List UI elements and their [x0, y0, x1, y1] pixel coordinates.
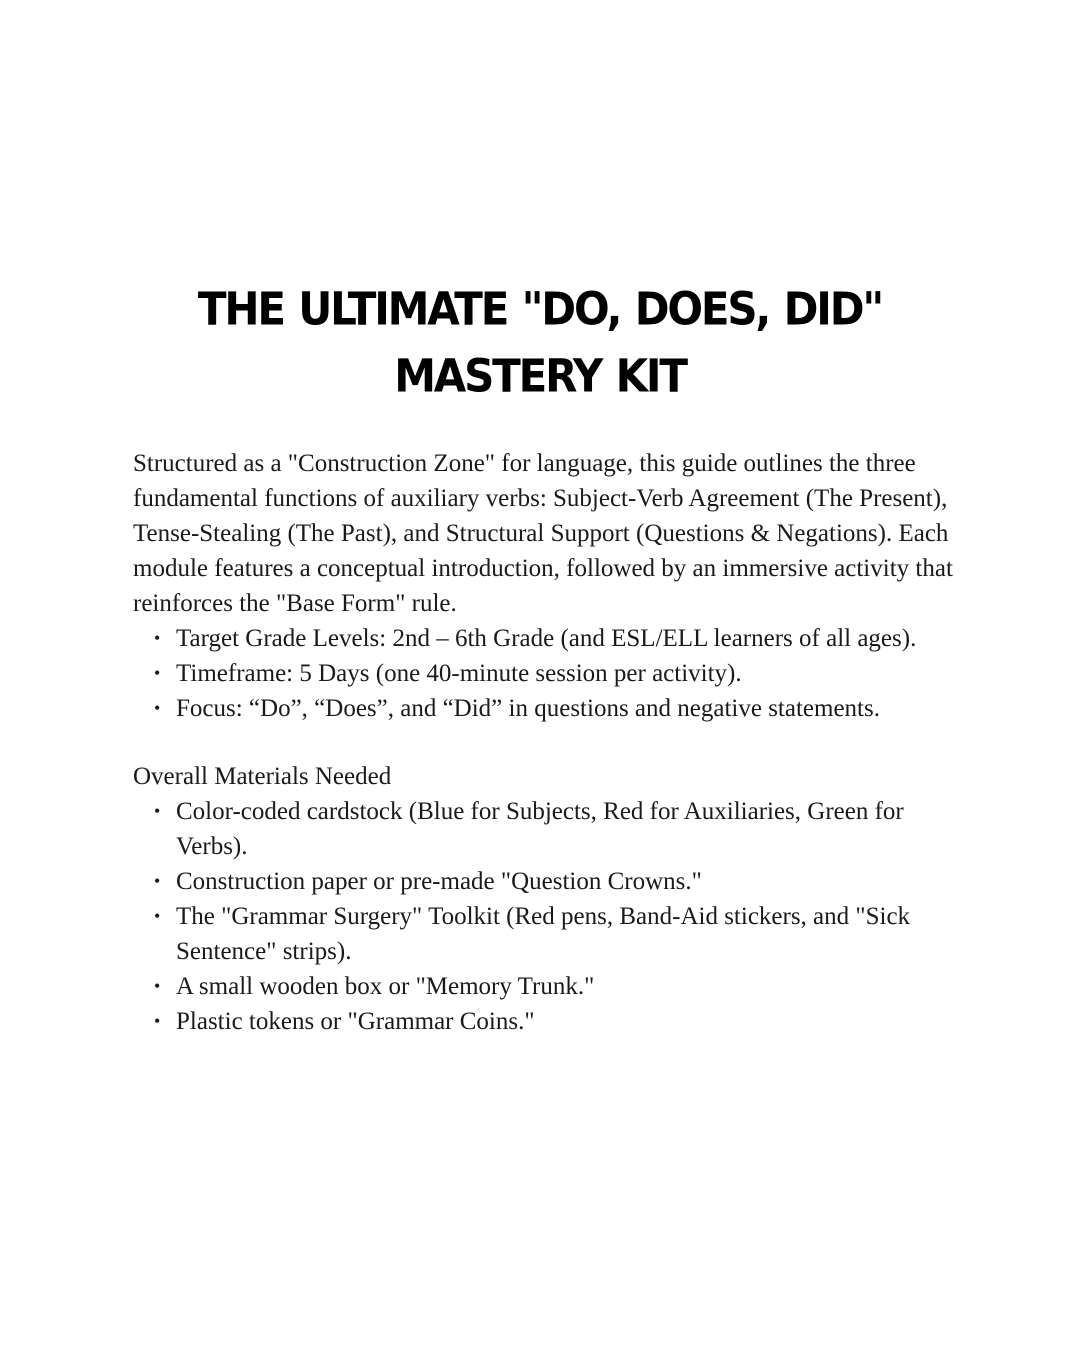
list-item-text: Construction paper or pre-made "Question Crowns.": [176, 868, 702, 895]
materials-item-coins: [154, 1004, 963, 1039]
list-item-text: Timeframe: 5 Days (one 40-minute session per activity).: [176, 660, 742, 687]
overview-item-focus: [154, 691, 963, 726]
list-item-text: Plastic tokens or "Grammar Coins.": [176, 1008, 535, 1035]
materials-item-cardstock: [154, 794, 963, 864]
bullet-icon: •: [154, 698, 161, 718]
materials-item-memory-trunk: [154, 969, 963, 1004]
overview-list: [133, 621, 963, 726]
bullet-icon: •: [154, 976, 161, 996]
intro-paragraph: Structured as a "Construction Zone" for language, this guide outlines the three fundamental functions of auxiliary verbs: Subject-Verb Agreement (The Present), Tense-Stealing (The Past), and Structural Support (Questions & Negations). Each module features a conceptual introduction, followed by an immersive activity that reinforces the "Base Form" rule.: [133, 450, 953, 617]
overview-item-grade-levels: [154, 621, 963, 656]
bullet-icon: •: [154, 801, 161, 821]
list-item-text: Focus: “Do”, “Does”, and “Did” in questions and negative statements.: [176, 695, 880, 722]
materials-list: [133, 794, 963, 1039]
bullet-icon: •: [154, 906, 161, 926]
document-body: [133, 446, 963, 1039]
bullet-icon: •: [154, 1011, 161, 1031]
materials-item-toolkit: [154, 899, 963, 969]
document-title: THE ULTIMATE "DO, DOES, DID" MASTERY KIT: [197, 282, 883, 403]
materials-item-construction-paper: [154, 864, 963, 899]
bullet-icon: •: [154, 628, 161, 648]
list-item-text: Color-coded cardstock (Blue for Subjects, Red for Auxiliaries, Green for Verbs).: [176, 798, 904, 860]
list-item-text: A small wooden box or "Memory Trunk.": [176, 973, 595, 1000]
materials-heading: Overall Materials Needed: [133, 763, 392, 790]
list-item-text: Target Grade Levels: 2nd – 6th Grade (and ESL/ELL learners of all ages).: [176, 625, 917, 652]
list-item-text: The "Grammar Surgery" Toolkit (Red pens, Band-Aid stickers, and "Sick Sentence" strips).: [176, 903, 911, 965]
bullet-icon: •: [154, 663, 161, 683]
overview-item-timeframe: [154, 656, 963, 691]
bullet-icon: •: [154, 871, 161, 891]
